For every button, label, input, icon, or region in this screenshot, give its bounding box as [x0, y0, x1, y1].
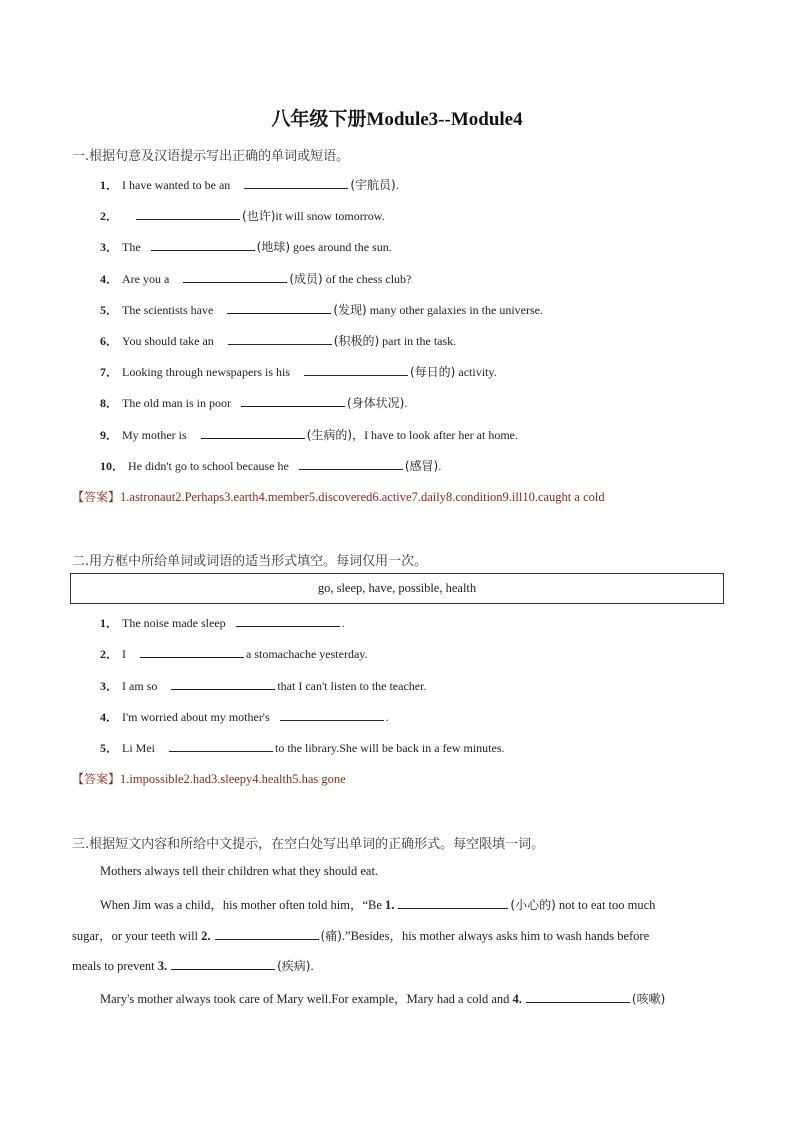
page-title: 八年级下册Module3--Module4	[271, 109, 523, 130]
answer-blank[interactable]	[244, 176, 348, 189]
s1-answer	[72, 488, 605, 505]
passage-line-3: sugar，or your teeth will 2. (痛).”Besides，his mother always asks him to wash hands before	[72, 929, 650, 943]
s1-item-1: 1． I have wanted to be an (宇航员).	[100, 178, 399, 192]
answer-blank[interactable]	[398, 896, 508, 909]
s2-item-3: 3． I am so that I can't listen to the teacher.	[100, 679, 427, 693]
s1-item-4: 4． Are you a (成员) of the chess club?	[100, 272, 412, 286]
answer-blank[interactable]	[183, 270, 287, 283]
answer-blank[interactable]	[241, 394, 345, 407]
s1-item-8: 8． The old man is in poor (身体状况).	[100, 396, 408, 410]
s1-item-9: 9． My mother is (生病的)，I have to look after her at home.	[100, 428, 519, 442]
answer-text: 1.impossible2.had3.sleepy4.health5.has gone	[120, 772, 346, 786]
s1-item-10: 10． He didn't go to school because he (感冒).	[100, 459, 442, 473]
s2-item-1: 1． The noise made sleep .	[100, 616, 345, 630]
answer-blank[interactable]	[169, 739, 273, 752]
answer-blank[interactable]	[280, 708, 384, 721]
answer-blank[interactable]	[215, 927, 319, 940]
passage-line-2: When Jim was a child，his mother often told him，“Be 1. (小心的) not to eat too much	[100, 898, 656, 912]
s1-item-7: 7． Looking through newspapers is his (每日的) activity.	[100, 365, 497, 379]
s2-answer	[72, 770, 346, 787]
answer-blank[interactable]	[151, 238, 255, 251]
passage-line-4: meals to prevent 3. (疾病).	[72, 959, 314, 973]
answer-blank[interactable]	[299, 457, 403, 470]
answer-label: 【答案】	[72, 772, 121, 786]
answer-blank[interactable]	[228, 332, 332, 345]
section3-heading: 三.根据短文内容和所给中文提示，在空白处写出单词的正确形式。每空限填一词。	[72, 837, 545, 852]
answer-blank[interactable]	[236, 614, 340, 627]
passage-line-1: Mothers always tell their children what they should eat.	[100, 864, 379, 878]
s1-item-6: 6． You should take an (积极的) part in the task.	[100, 334, 457, 348]
answer-blank[interactable]	[171, 677, 275, 690]
section1-heading: 一.根据句意及汉语提示写出正确的单词或短语。	[72, 149, 350, 164]
answer-blank[interactable]	[201, 426, 305, 439]
s1-item-5: 5． The scientists have (发现) many other galaxies in the universe.	[100, 303, 543, 317]
word-box: go, sleep, have, possible, health	[70, 573, 724, 604]
section2-heading: 二.用方框中所给单词或词语的适当形式填空。每词仅用一次。	[72, 554, 428, 569]
answer-blank[interactable]	[304, 363, 408, 376]
answer-blank[interactable]	[526, 990, 630, 1003]
s1-item-2: 2． (也许)it will snow tomorrow.	[100, 209, 385, 223]
answer-text: 1.astronaut2.Perhaps3.earth4.member5.discovered6.active7.daily8.condition9.ill10.caught a cold	[120, 490, 605, 504]
answer-label: 【答案】	[72, 490, 121, 504]
passage-line-5: Mary's mother always took care of Mary well.For example，Mary had a cold and 4. (咳嗽)	[100, 992, 666, 1006]
s1-item-3: 3． The (地球) goes around the sun.	[100, 240, 392, 254]
s2-item-5: 5． Li Mei to the library.She will be back in a few minutes.	[100, 741, 505, 755]
answer-blank[interactable]	[171, 957, 275, 970]
s2-item-4: 4． I'm worried about my mother's .	[100, 710, 389, 724]
answer-blank[interactable]	[136, 207, 240, 220]
answer-blank[interactable]	[227, 301, 331, 314]
answer-blank[interactable]	[140, 645, 244, 658]
s2-item-2: 2． I a stomachache yesterday.	[100, 647, 368, 661]
